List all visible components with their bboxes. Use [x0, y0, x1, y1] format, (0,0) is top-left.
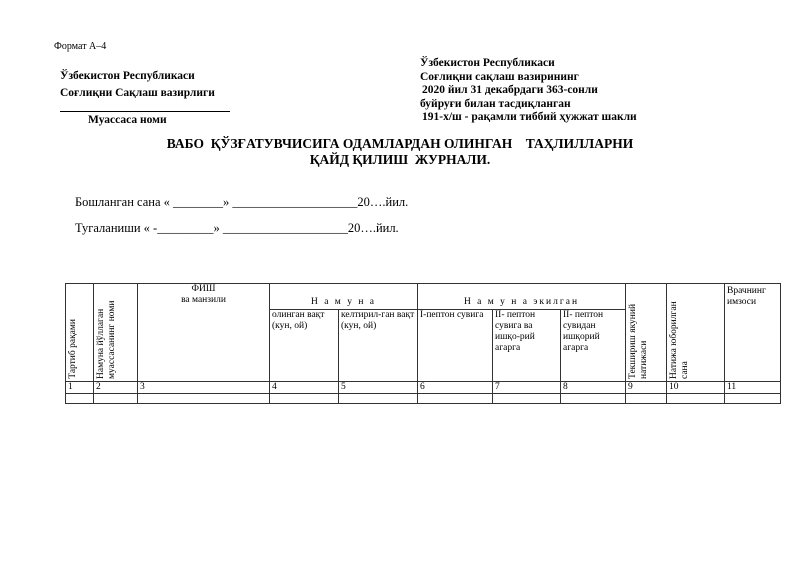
header-serial: Тартиб рақами — [66, 284, 94, 382]
col-num: 9 — [626, 382, 667, 394]
right-line4: буйруғи билан тасдиқланган — [420, 97, 571, 110]
entry-cell — [561, 394, 626, 404]
title-line2: ҚАЙД ҚИЛИШ ЖУРНАЛИ. — [309, 151, 491, 167]
header-pepton1: I-пептон сувига — [418, 310, 493, 382]
header-doctor-signature: Врачнинг имзоси — [725, 284, 781, 382]
col-num: 8 — [561, 382, 626, 394]
entry-cell — [94, 394, 138, 404]
left-ministry: Соғлиқни Сақлаш вазирлиги — [60, 87, 215, 99]
col-num: 7 — [493, 382, 561, 394]
entry-cell — [66, 394, 94, 404]
right-line2: Соғлиқни сақлаш вазирининг — [420, 70, 579, 83]
col-num: 5 — [339, 382, 418, 394]
journal-table — [65, 283, 781, 404]
header-sample: Н а м у н а — [270, 284, 418, 310]
header-sown: Н а м у н а экилган — [418, 284, 626, 310]
header-sent-by: Намуна йўллаган муассасанинг номи — [94, 284, 138, 382]
col-num: 4 — [270, 382, 339, 394]
entry-cell — [418, 394, 493, 404]
header-delivered-time: келтирил-ган вақт (кун, ой) — [339, 310, 418, 382]
header-pepton2a: II- пептон сувига ва ишқо-рий агарга — [493, 310, 561, 382]
entry-cell — [270, 394, 339, 404]
entry-cell — [626, 394, 667, 404]
col-num: 2 — [94, 382, 138, 394]
start-date-line: Бошланган сана « ________» ____________________20….йил. — [75, 195, 409, 209]
entry-cell — [667, 394, 725, 404]
right-line5: 191-х/ш - рақамли тиббий ҳужжат шакли — [422, 111, 637, 124]
col-num: 6 — [418, 382, 493, 394]
col-num: 1 — [66, 382, 94, 394]
header-pepton2b: II- пептон сувидан ишқорий агарга — [561, 310, 626, 382]
document-title — [0, 136, 800, 167]
right-line1: Ўзбекистон Республикаси — [420, 57, 555, 69]
header-result: Текшириш якуний натижаси — [626, 284, 667, 382]
header-sent-date: Натижа юборилган сана — [667, 284, 725, 382]
col-num: 11 — [725, 382, 781, 394]
right-line3: 2020 йил 31 декабрдаги 363-сонли — [422, 84, 598, 97]
empty-entry-row — [66, 394, 781, 404]
entry-cell — [138, 394, 270, 404]
entry-cell — [493, 394, 561, 404]
entry-cell — [725, 394, 781, 404]
column-numbers-row — [66, 382, 781, 394]
header-taken-time: олинган вақт (кун, ой) — [270, 310, 339, 382]
institution-blank-line — [60, 102, 230, 112]
col-num: 10 — [667, 382, 725, 394]
left-republic: Ўзбекистон Республикаси — [60, 70, 195, 82]
col-num: 3 — [138, 382, 270, 394]
title-line1: ВАБО ҚЎЗҒАТУВЧИСИГА ОДАМЛАРДАН ОЛИНГАН ТАҲЛИЛЛАРНИ — [166, 136, 634, 151]
institution-label: Муассаса номи — [88, 114, 167, 126]
format-label: Формат А–4 — [54, 41, 107, 52]
left-header — [60, 68, 230, 129]
right-header — [420, 57, 637, 125]
header-name-address: ФИШ ва манзили — [138, 284, 270, 382]
entry-cell — [339, 394, 418, 404]
end-date-line: Тугаланиши « -_________» ____________________20….йил. — [75, 221, 399, 235]
